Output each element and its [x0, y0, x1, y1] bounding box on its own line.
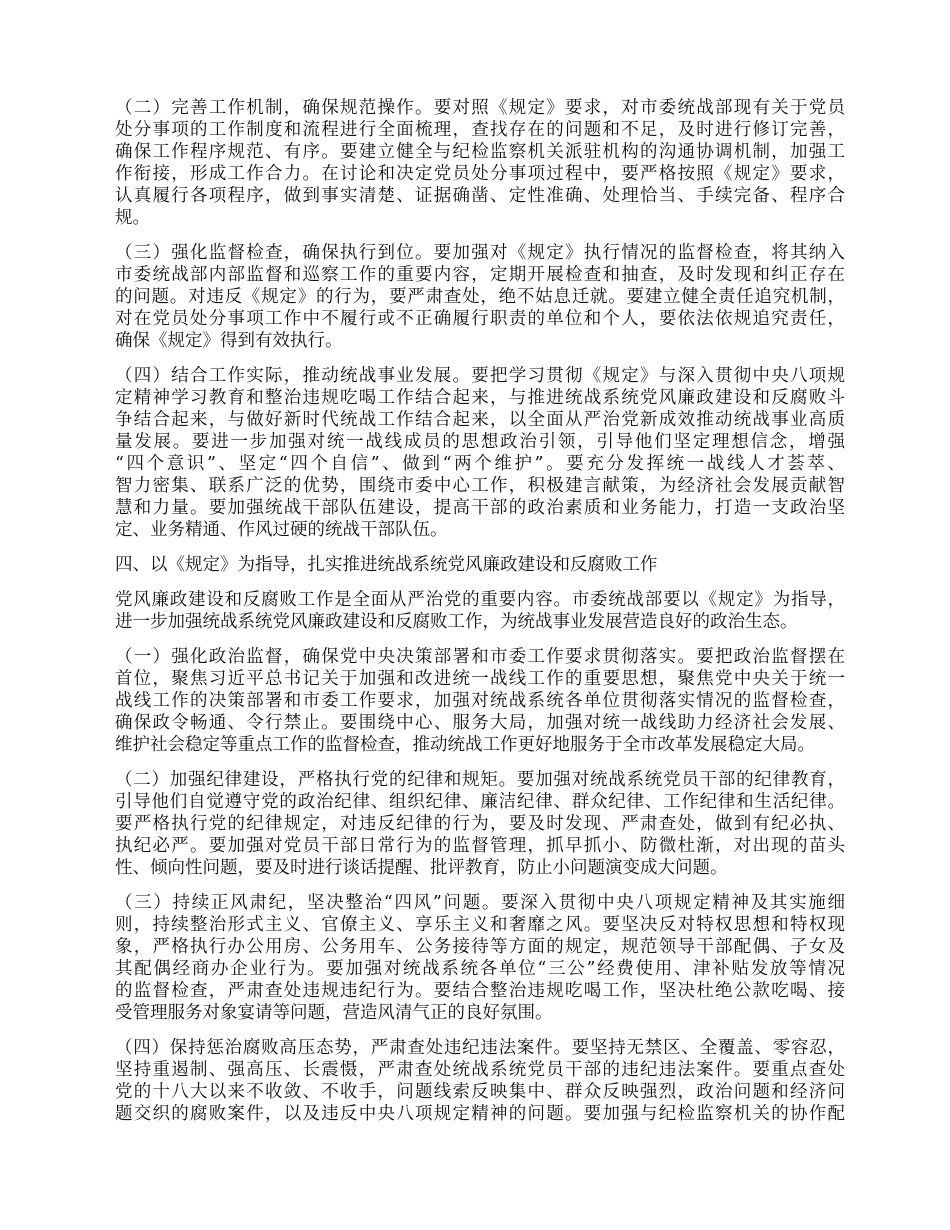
text-line: （二）加强纪律建设，严格执行党的纪律和规矩。要加强对统战系统党员干部的纪律教育，	[115, 770, 845, 790]
text-line: 市委统战部内部监督和巡察工作的重要内容，定期开展检查和抽查，及时发现和纠正存在	[115, 265, 845, 285]
paragraph	[115, 892, 845, 1024]
text-line: （一）强化政治监督，确保党中央决策部署和市委工作要求贯彻落实。要把政治监督摆在	[115, 647, 845, 667]
paragraph	[115, 769, 845, 879]
paragraph	[115, 365, 845, 541]
text-line: 党风廉政建设和反腐败工作是全面从严治党的重要内容。市委统战部要以《规定》为指导，	[115, 590, 845, 610]
text-line: 认真履行各项程序，做到事实清楚、证据确凿、定性准确、处理恰当、手续完备、程序合	[115, 186, 845, 206]
text-line: 受管理服务对象宴请等问题，营造风清气正的良好氛围。	[115, 1003, 553, 1023]
paragraph	[115, 1037, 845, 1125]
text-line: 战线工作的决策部署和市委工作要求，加强对统战系统各单位贯彻落实情况的监督检查，	[115, 691, 845, 711]
document-body	[115, 97, 845, 1138]
text-line: 性、倾向性问题，要及时进行谈话提醒、批评教育，防止小问题演变成大问题。	[115, 858, 728, 878]
text-line: 确保《规定》得到有效执行。	[115, 331, 343, 351]
paragraph	[115, 97, 845, 229]
text-line: （四）结合工作实际，推动统战事业发展。要把学习贯彻《规定》与深入贯彻中央八项规	[115, 366, 845, 386]
text-line: 题交织的腐败案件，以及违反中央八项规定精神的问题。要加强与纪检监察机关的协作配	[115, 1104, 845, 1124]
text-line: 的监督检查，严肃查处违规违纪行为。要结合整治违规吃喝工作，坚决杜绝公款吃喝、接	[115, 981, 845, 1001]
text-line: （三）持续正风肃纪，坚决整治“四风”问题。要深入贯彻中央八项规定精神及其实施细	[115, 893, 845, 913]
text-line: 引导他们自觉遵守党的政治纪律、组织纪律、廉洁纪律、群众纪律、工作纪律和生活纪律。	[115, 792, 845, 812]
text-line: 智力密集、联系广泛的优势，围绕市委中心工作，积极建言献策，为经济社会发展贡献智	[115, 476, 845, 496]
text-line: 确保工作程序规范、有序。要建立健全与纪检监察机关派驻机构的沟通协调机制，加强工	[115, 142, 845, 162]
text-line: 党的十八大以来不收敛、不收手，问题线索反映集中、群众反映强烈，政治问题和经济问	[115, 1082, 845, 1102]
text-line: 规。	[115, 208, 150, 228]
paragraph	[115, 646, 845, 756]
text-line: 首位，聚焦习近平总书记关于加强和改进统一战线工作的重要思想，聚焦党中央关于统一	[115, 669, 845, 689]
text-line: （三）强化监督检查，确保执行到位。要加强对《规定》执行情况的监督检查，将其纳入	[115, 243, 845, 263]
text-line: 量发展。要进一步加强对统一战线成员的思想政治引领，引导他们坚定理想信念，增强	[115, 432, 845, 452]
paragraph	[115, 242, 845, 352]
text-line: 要严格执行党的纪律规定，对违反纪律的行为，要及时发现、严肃查处，做到有纪必执、	[115, 814, 845, 834]
text-line: 作衔接，形成工作合力。在讨论和决定党员处分事项过程中，要严格按照《规定》要求，	[115, 164, 845, 184]
text-line: 的问题。对违反《规定》的行为，要严肃查处，绝不姑息迁就。要建立健全责任追究机制，	[115, 287, 845, 307]
text-line: 进一步加强统战系统党风廉政建设和反腐败工作，为统战事业发展营造良好的政治生态。	[115, 612, 798, 632]
text-line: 执纪必严。要加强对党员干部日常行为的监督管理，抓早抓小、防微杜渐，对出现的苗头	[115, 836, 845, 856]
text-line: 定精神学习教育和整治违规吃喝工作结合起来，与推进统战系统党风廉政建设和反腐败斗	[115, 388, 845, 408]
text-line: 则，持续整治形式主义、官僚主义、享乐主义和奢靡之风。要坚决反对特权思想和特权现	[115, 915, 845, 935]
text-line: 维护社会稳定等重点工作的监督检查，推动统战工作更好地服务于全市改革发展稳定大局。	[115, 735, 815, 755]
text-line: 确保政令畅通、令行禁止。要围绕中心、服务大局，加强对统一战线助力经济社会发展、	[115, 713, 845, 733]
text-line: 对在党员处分事项工作中不履行或不正确履行职责的单位和个人，要依法依规追究责任，	[115, 309, 845, 329]
text-line: （四）保持惩治腐败高压态势，严肃查处违纪违法案件。要坚持无禁区、全覆盖、零容忍，	[115, 1038, 845, 1058]
text-line: 慧和力量。要加强统战干部队伍建设，提高干部的政治素质和业务能力，打造一支政治坚	[115, 498, 845, 518]
text-line: “四个意识”、坚定“四个自信”、做到“两个维护”。要充分发挥统一战线人才荟萃、	[115, 454, 845, 474]
text-line: 象，严格执行办公用房、公务用车、公务接待等方面的规定，规范领导干部配偶、子女及	[115, 937, 845, 957]
section-heading	[115, 554, 845, 576]
text-line: 处分事项的工作制度和流程进行全面梳理，查找存在的问题和不足，及时进行修订完善，	[115, 120, 845, 140]
text-line: 四、以《规定》为指导，扎实推进统战系统党风廉政建设和反腐败工作	[115, 555, 658, 575]
text-line: 坚持重遏制、强高压、长震慑，严肃查处统战系统党员干部的违纪违法案件。要重点查处	[115, 1060, 845, 1080]
text-line: 其配偶经商办企业行为。要加强对统战系统各单位“三公”经费使用、津补贴发放等情况	[115, 959, 845, 979]
text-line: （二）完善工作机制，确保规范操作。要对照《规定》要求，对市委统战部现有关于党员	[115, 98, 845, 118]
paragraph	[115, 589, 845, 633]
text-line: 定、业务精通、作风过硬的统战干部队伍。	[115, 520, 448, 540]
text-line: 争结合起来，与做好新时代统战工作结合起来，以全面从严治党新成效推动统战事业高质	[115, 410, 845, 430]
